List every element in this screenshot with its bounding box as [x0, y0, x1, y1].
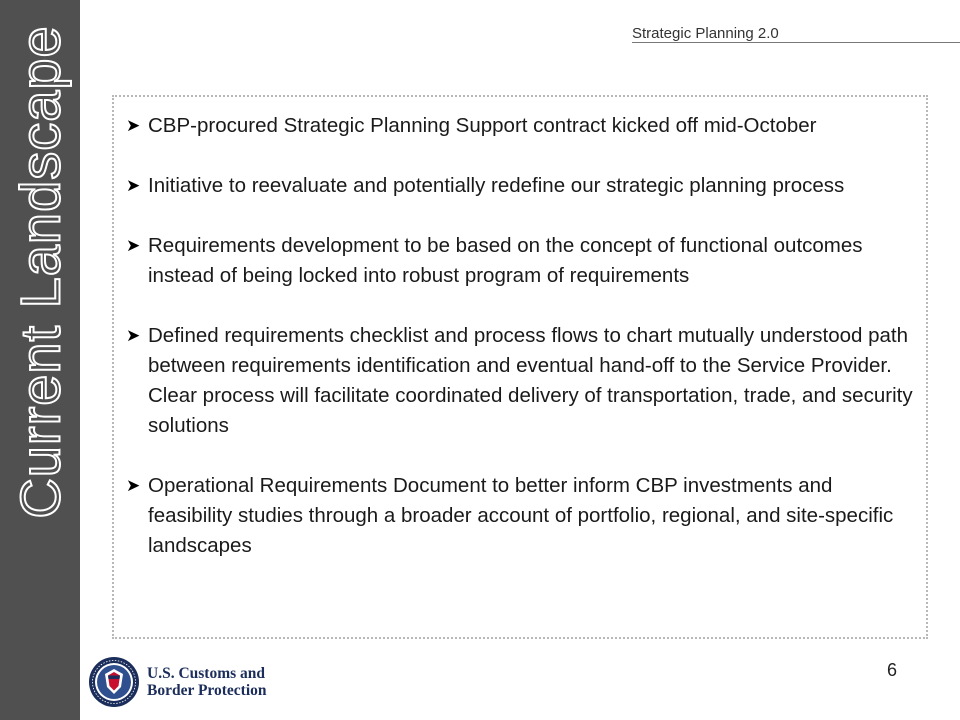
arrowhead-bullet-icon: ➤: [126, 236, 141, 255]
header-title: Strategic Planning 2.0: [632, 25, 779, 42]
arrowhead-bullet-icon: ➤: [126, 116, 141, 135]
bullet-item: [126, 171, 916, 201]
bullet-text: Defined requirements checklist and process flows to chart mutually understood path between requirements identification and eventual hand-off to the Service Provider. Clear process will facilitate coordinated delivery of transportation, trade, and security solutions: [148, 324, 913, 437]
bullet-text: CBP-procured Strategic Planning Support contract kicked off mid-October: [148, 114, 817, 137]
logo-text: [147, 665, 267, 699]
bullet-item: [126, 231, 916, 291]
bullet-text: Operational Requirements Document to better inform CBP investments and feasibility studies through a broader account of portfolio, regional, and site-specific landscapes: [148, 474, 894, 557]
arrowhead-bullet-icon: ➤: [126, 176, 141, 195]
section-title: Current Landscape: [8, 25, 72, 519]
side-bar: [0, 0, 80, 720]
content-box: [112, 95, 928, 639]
header-rule: [632, 42, 960, 43]
bullet-list: [114, 97, 926, 561]
bullet-item: [126, 111, 916, 141]
bullet-text: Initiative to reevaluate and potentially redefine our strategic planning process: [148, 174, 845, 197]
bullet-text: Requirements development to be based on the concept of functional outcomes instead of being locked into robust program of requirements: [148, 234, 863, 287]
bullet-item: [126, 321, 916, 441]
dhs-seal-icon: [88, 656, 140, 708]
logo-line-1: U.S. Customs and: [147, 665, 266, 682]
bullet-item: [126, 471, 916, 561]
logo-line-2: Border Protection: [147, 682, 267, 699]
page-number: 6: [887, 660, 898, 680]
cbp-logo: [88, 656, 267, 708]
arrowhead-bullet-icon: ➤: [126, 326, 141, 345]
arrowhead-bullet-icon: ➤: [126, 476, 141, 495]
